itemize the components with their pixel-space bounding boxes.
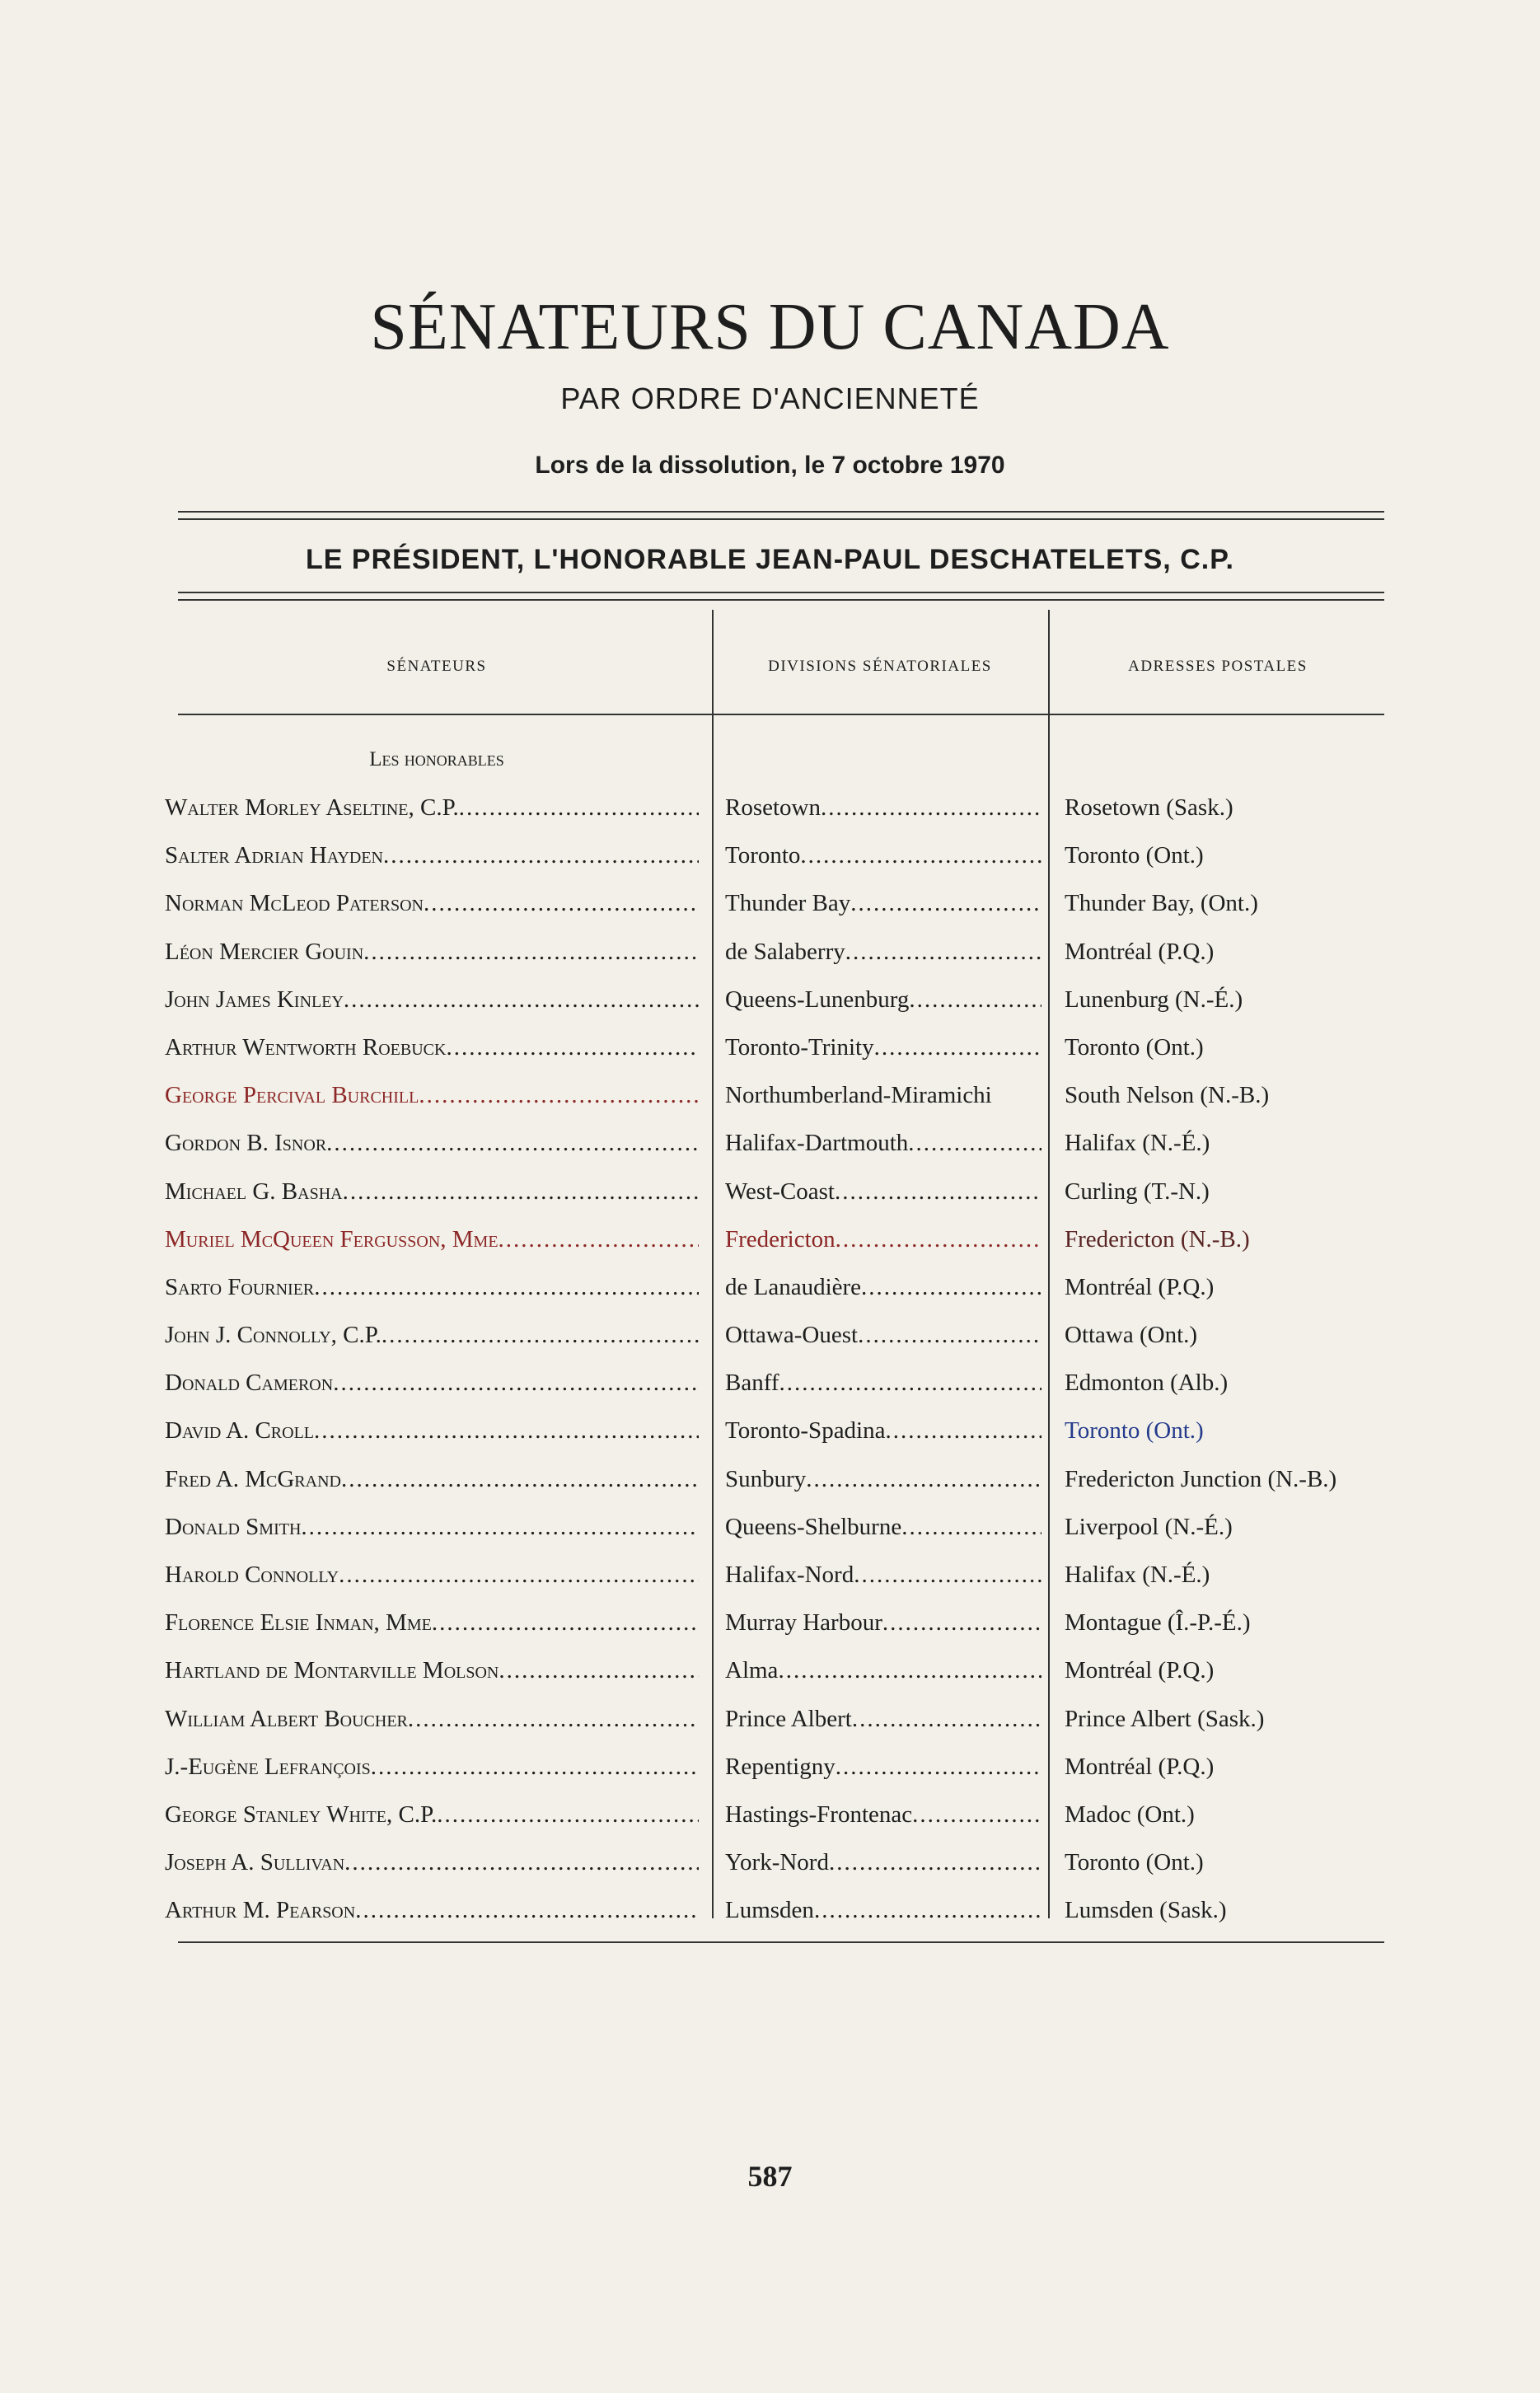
postal-address: Toronto (Ont.) [1065,1849,1204,1876]
table-row [0,888,1540,936]
table-row [0,1033,1540,1080]
senator-name-cell [165,1128,699,1158]
senatorial-division: Banff [725,1370,779,1397]
senator-name-cell [165,1177,699,1206]
senator-name: John J. Connolly, C.P. [165,1322,381,1349]
division-cell [725,1368,1041,1398]
leader-dots [908,1128,1041,1158]
division-cell [725,1560,1041,1590]
senator-name: Michael G. Basha [165,1178,343,1205]
division-cell [725,1177,1041,1206]
leader-dots [814,1895,1041,1925]
postal-address: Montréal (P.Q.) [1065,1273,1215,1300]
leader-dots [333,1368,699,1398]
table-row [0,1512,1540,1560]
postal-address: Montréal (P.Q.) [1065,1657,1215,1684]
senatorial-division: York-Nord [725,1849,829,1876]
division-cell [725,888,1041,918]
senatorial-division: de Lanaudière [725,1273,862,1300]
table-row [0,1655,1540,1703]
address-cell [1065,793,1411,822]
table-row [0,1847,1540,1895]
senatorial-division: Halifax-Dartmouth [725,1130,909,1157]
senatorial-division: Toronto-Trinity [725,1033,874,1061]
senatorial-division: Prince Albert [725,1705,852,1732]
leader-dots [845,937,1041,967]
senator-name-cell [165,937,699,967]
senator-name-cell [165,888,699,918]
postal-address: Montréal (P.Q.) [1065,938,1215,965]
senator-name-cell [165,1895,699,1925]
senator-name: Arthur M. Pearson [165,1897,356,1924]
senator-name: David A. Croll [165,1417,315,1445]
division-cell [725,1225,1041,1254]
table-row [0,1608,1540,1655]
postal-address: Lumsden (Sask.) [1065,1897,1227,1924]
leader-dots [326,1128,699,1158]
senator-name: Muriel McQueen Fergusson, Mme [165,1225,499,1253]
leader-dots [858,1320,1041,1350]
division-cell [725,1752,1041,1782]
postal-address: Montréal (P.Q.) [1065,1753,1215,1780]
division-cell [725,1033,1041,1062]
senator-name: Léon Mercier Gouin [165,938,364,965]
senator-name: Donald Cameron [165,1370,334,1397]
senator-table [0,793,1540,1944]
table-row [0,937,1540,985]
senator-name: Fred A. McGrand [165,1465,341,1492]
address-cell [1065,1608,1411,1637]
address-cell [1065,1225,1411,1254]
division-cell [725,1655,1041,1685]
leader-dots [821,793,1041,822]
bottom-rule [178,1941,1384,1943]
address-cell [1065,1895,1411,1925]
postal-address: Toronto (Ont.) [1065,842,1204,869]
leader-dots [779,1368,1041,1398]
senator-name-cell [165,793,699,822]
senatorial-division: Alma [725,1657,779,1684]
division-cell [725,841,1041,870]
table-row [0,1177,1540,1225]
division-cell [725,793,1041,822]
senator-name: Arthur Wentworth Roebuck [165,1033,447,1061]
leader-dots [882,1608,1041,1637]
table-row [0,1704,1540,1752]
postal-address: Toronto (Ont.) [1065,1033,1204,1061]
dissolution-date: Lors de la dissolution, le 7 octobre 1970 [535,452,1005,479]
leader-dots [419,1080,699,1110]
postal-address: Ottawa (Ont.) [1065,1322,1198,1349]
table-row [0,1416,1540,1463]
leader-dots [381,1320,699,1350]
address-cell [1065,841,1411,870]
leader-dots [432,1608,699,1637]
division-cell [725,1416,1041,1445]
senator-name-cell [165,1800,699,1829]
senatorial-division: Northumberland-Miramichi [725,1082,992,1109]
senator-name-cell [165,1512,699,1542]
leader-dots [424,888,699,918]
postal-address: Lunenburg (N.-É.) [1065,986,1243,1013]
division-cell [725,1800,1041,1829]
senator-name: Norman McLeod Paterson [165,890,424,917]
address-cell [1065,1177,1411,1206]
address-cell [1065,1800,1411,1829]
leader-dots [371,1752,699,1782]
senator-name-cell [165,841,699,870]
address-cell [1065,1272,1411,1302]
leader-dots [339,1560,699,1590]
senator-name: Salter Adrian Hayden [165,842,383,869]
address-cell [1065,1464,1411,1494]
page-subtitle: PAR ORDRE D'ANCIENNETÉ [560,382,980,415]
senatorial-division: Queens-Lunenburg [725,986,910,1013]
leader-dots [836,1225,1041,1254]
postal-address: Fredericton Junction (N.-B.) [1065,1465,1337,1492]
senator-name-cell [165,1752,699,1782]
senator-name: Joseph A. Sullivan [165,1849,345,1876]
leader-dots [314,1416,699,1445]
postal-address: Halifax (N.-É.) [1065,1130,1210,1157]
address-cell [1065,1655,1411,1685]
leader-dots [459,793,699,822]
table-row [0,1080,1540,1128]
division-cell [725,1704,1041,1734]
senatorial-division: West-Coast [725,1178,835,1205]
table-row [0,1895,1540,1943]
address-cell [1065,1080,1411,1110]
leader-dots [343,1177,699,1206]
division-cell [725,1080,1041,1110]
address-cell [1065,1320,1411,1350]
address-cell [1065,1560,1411,1590]
division-cell [725,1847,1041,1877]
table-row [0,1800,1540,1847]
senator-name: George Percival Burchill [165,1082,419,1109]
leader-dots [355,1895,699,1925]
senatorial-division: Toronto-Spadina [725,1417,886,1445]
senatorial-division: Queens-Shelburne [725,1513,902,1540]
senator-name-cell [165,1272,699,1302]
table-row [0,793,1540,841]
senator-name-cell [165,1368,699,1398]
postal-address: Rosetown (Sask.) [1065,794,1233,821]
senator-name: Walter Morley Aseltine, C.P. [165,794,459,821]
senatorial-division: Repentigny [725,1753,836,1780]
senator-name: Hartland de Montarville Molson [165,1657,499,1684]
senator-name-cell [165,1847,699,1877]
page-title: SÉNATEURS DU CANADA [370,291,1170,363]
leader-dots [314,1272,699,1302]
leader-dots [861,1272,1041,1302]
column-header-addresses: ADRESSES POSTALES [1128,658,1308,675]
table-row [0,1464,1540,1512]
table-row [0,1225,1540,1272]
address-cell [1065,1416,1411,1445]
leader-dots [301,1512,699,1542]
senator-name-cell [165,1320,699,1350]
leader-dots [383,841,699,870]
address-cell [1065,1128,1411,1158]
top-rule-2 [178,518,1384,520]
division-cell [725,985,1041,1014]
senator-name: William Albert Boucher [165,1705,408,1732]
senator-name-cell [165,1225,699,1254]
senator-name-cell [165,1608,699,1637]
address-cell [1065,1368,1411,1398]
leader-dots [852,1704,1041,1734]
column-header-divisions: DIVISIONS SÉNATORIALES [768,658,992,675]
leader-dots [437,1800,699,1829]
leader-dots [341,1464,699,1494]
table-row [0,841,1540,888]
leader-dots [829,1847,1041,1877]
senatorial-division: Toronto [725,842,801,869]
division-cell [725,937,1041,967]
group-label: Les honorables [369,748,504,770]
senator-name: Donald Smith [165,1513,302,1540]
table-row [0,1320,1540,1368]
address-cell [1065,1847,1411,1877]
table-row [0,1128,1540,1176]
leader-dots [800,841,1041,870]
senator-name: John James Kinley [165,986,344,1013]
address-cell [1065,937,1411,967]
senatorial-division: Murray Harbour [725,1609,882,1637]
header-rule [178,714,1384,715]
senator-name-cell [165,1080,699,1110]
leader-dots [854,1560,1041,1590]
leader-dots [806,1464,1041,1494]
address-cell [1065,1752,1411,1782]
division-cell [725,1512,1041,1542]
address-cell [1065,1033,1411,1062]
postal-address: Toronto (Ont.) [1065,1417,1204,1445]
division-cell [725,1895,1041,1925]
senatorial-division: Ottawa-Ouest [725,1322,859,1349]
leader-dots [874,1033,1041,1062]
postal-address: Thunder Bay, (Ont.) [1065,890,1258,917]
postal-address: Madoc (Ont.) [1065,1801,1195,1828]
senator-name-cell [165,1655,699,1685]
leader-dots [901,1512,1041,1542]
senatorial-division: Fredericton [725,1225,836,1253]
senator-name-cell [165,1416,699,1445]
leader-dots [499,1225,699,1254]
leader-dots [446,1033,699,1062]
senator-name: Sarto Fournier [165,1273,315,1300]
postal-address: Montague (Î.-P.-É.) [1065,1609,1251,1637]
postal-address: Halifax (N.-É.) [1065,1562,1210,1588]
division-cell [725,1272,1041,1302]
leader-dots [836,1752,1041,1782]
leader-dots [363,937,699,967]
senatorial-division: Lumsden [725,1897,814,1924]
postal-address: Edmonton (Alb.) [1065,1370,1229,1397]
senatorial-division: Sunbury [725,1465,807,1492]
address-cell [1065,1704,1411,1734]
postal-address: Curling (T.-N.) [1065,1178,1210,1205]
top-rule-1 [178,511,1384,513]
leader-dots [408,1704,699,1734]
division-cell [725,1320,1041,1350]
address-cell [1065,888,1411,918]
senator-name: Harold Connolly [165,1562,339,1588]
mid-rule-2 [178,599,1384,601]
senatorial-division: Halifax-Nord [725,1562,854,1588]
table-row [0,1368,1540,1416]
table-row [0,1560,1540,1608]
leader-dots [835,1177,1041,1206]
leader-dots [886,1416,1042,1445]
postal-address: Fredericton (N.-B.) [1065,1225,1250,1253]
address-cell [1065,985,1411,1014]
leader-dots [344,1847,699,1877]
senatorial-division: de Salaberry [725,938,845,965]
leader-dots [778,1655,1041,1685]
senator-name-cell [165,1704,699,1734]
president-line: LE PRÉSIDENT, L'HONORABLE JEAN-PAUL DESCHATELETS, C.P. [306,544,1234,575]
senator-name-cell [165,1033,699,1062]
senatorial-division: Rosetown [725,794,821,821]
leader-dots [499,1655,699,1685]
leader-dots [344,985,699,1014]
division-cell [725,1128,1041,1158]
senator-name-cell [165,1560,699,1590]
column-header-senators: SÉNATEURS [386,658,487,675]
senator-name-cell [165,1464,699,1494]
mid-rule-1 [178,592,1384,593]
leader-dots [850,888,1041,918]
division-cell [725,1608,1041,1637]
page-number: 587 [747,2160,793,2193]
senator-name: Florence Elsie Inman, Mme [165,1609,432,1637]
senator-name-cell [165,985,699,1014]
senatorial-division: Hastings-Frontenac [725,1801,913,1828]
table-row [0,985,1540,1033]
senator-name: J.-Eugène Lefrançois [165,1753,371,1780]
table-row [0,1752,1540,1800]
postal-address: Prince Albert (Sask.) [1065,1705,1265,1732]
senatorial-division: Thunder Bay [725,890,851,917]
table-row [0,1272,1540,1320]
division-cell [725,1464,1041,1494]
postal-address: Liverpool (N.-É.) [1065,1513,1233,1540]
senator-name: George Stanley White, C.P. [165,1801,438,1828]
leader-dots [912,1800,1041,1829]
senator-name: Gordon B. Isnor [165,1130,327,1157]
leader-dots [909,985,1041,1014]
address-cell [1065,1512,1411,1542]
postal-address: South Nelson (N.-B.) [1065,1082,1270,1109]
